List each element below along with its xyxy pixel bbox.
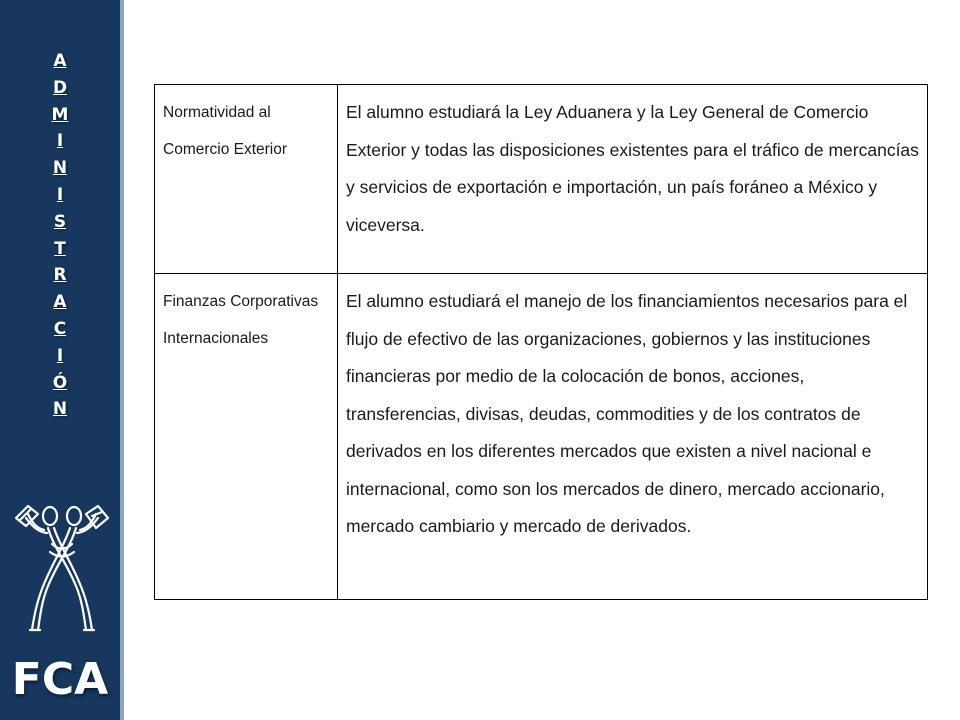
subject-cell: Normatividad al Comercio Exterior [155, 85, 338, 274]
vertical-letter: N [52, 399, 68, 420]
vertical-letter: D [52, 77, 68, 98]
vertical-letter: I [56, 131, 64, 152]
vertical-letter: S [53, 211, 67, 232]
vertical-letter: M [51, 104, 69, 125]
fca-brand: FCA [11, 654, 109, 705]
vertical-letter: N [52, 158, 68, 179]
two-figures-holding-books-icon [10, 500, 114, 636]
vertical-letter: I [56, 345, 64, 366]
table-row [155, 274, 928, 600]
description-cell: El alumno estudiará el manejo de los financiamientos necesarios para el flujo de efectivo de las organizaciones, gobiernos y las instituciones financieras por medio de la colocación de bonos, acciones, transferencias, divisas, deudas, commodities y de los contratos de derivados en los diferentes mercados que existen a nivel nacional e internacional, como son los mercados de dinero, mercado accionario, mercado cambiario y mercado de derivados. [338, 274, 928, 600]
sidebar-edge [120, 0, 124, 720]
vertical-letter: R [53, 265, 67, 286]
vertical-title [0, 48, 120, 423]
description-cell: El alumno estudiará la Ley Aduanera y la Ley General de Comercio Exterior y todas las disposiciones existentes para el tráfico de mercancías y servicios de exportación e importación, un país foráneo a México y viceversa. [338, 85, 928, 274]
vertical-letter: Ó [52, 372, 68, 393]
vertical-letter: A [53, 292, 67, 313]
subject-cell: Finanzas Corporativas Internacionales [155, 274, 338, 600]
vertical-letter: A [53, 51, 67, 71]
vertical-letter: C [53, 318, 67, 339]
sidebar [0, 0, 120, 720]
vertical-letter: I [56, 184, 64, 205]
table-row [155, 85, 928, 274]
content-table [154, 84, 928, 600]
vertical-letter: T [54, 238, 66, 259]
